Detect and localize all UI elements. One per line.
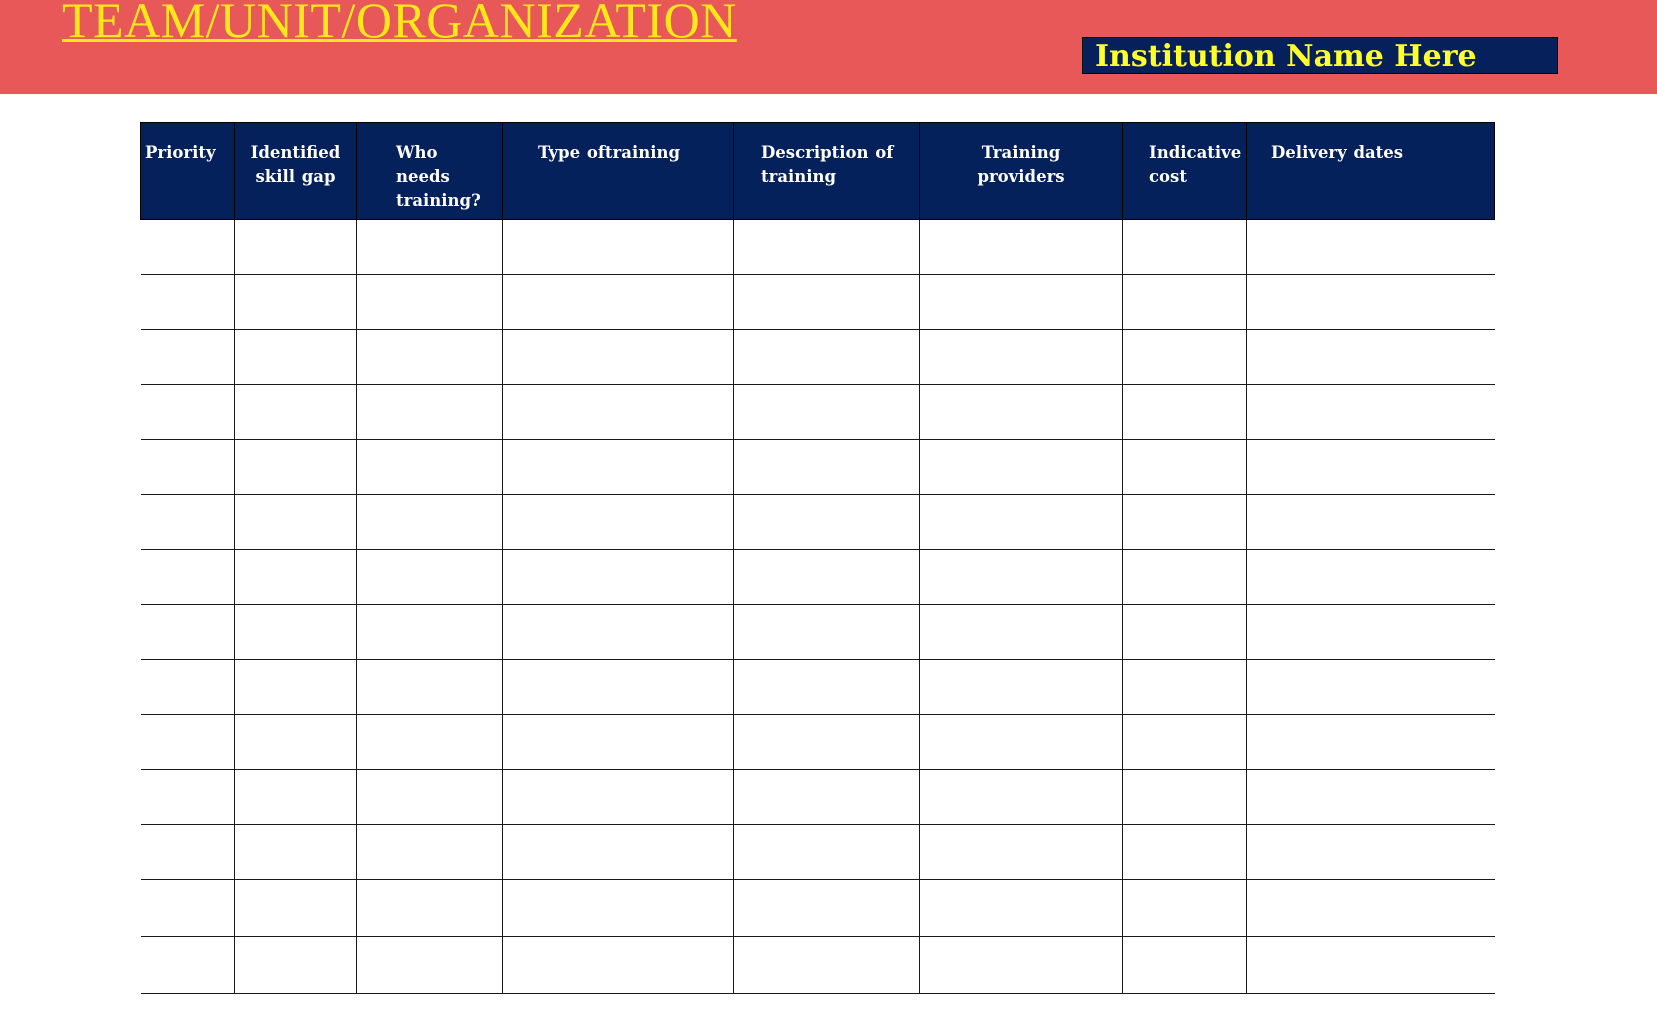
table-cell[interactable] xyxy=(734,495,920,550)
table-cell[interactable] xyxy=(1247,660,1495,715)
table-cell[interactable] xyxy=(235,275,357,330)
table-cell[interactable] xyxy=(503,330,734,385)
table-cell[interactable] xyxy=(235,880,357,937)
table-row xyxy=(141,715,1495,770)
table-cell[interactable] xyxy=(1247,495,1495,550)
table-cell[interactable] xyxy=(1123,937,1247,994)
table-cell[interactable] xyxy=(357,715,503,770)
table-row xyxy=(141,275,1495,330)
table-cell[interactable] xyxy=(734,330,920,385)
table-cell[interactable] xyxy=(141,770,235,825)
table-cell[interactable] xyxy=(141,880,235,937)
table-cell[interactable] xyxy=(357,220,503,275)
table-cell[interactable] xyxy=(1123,385,1247,440)
table-cell[interactable] xyxy=(503,770,734,825)
table-header-row xyxy=(141,123,1495,220)
table-cell[interactable] xyxy=(734,220,920,275)
table-cell[interactable] xyxy=(1247,605,1495,660)
table-cell[interactable] xyxy=(235,550,357,605)
table-cell[interactable] xyxy=(1123,275,1247,330)
table-cell[interactable] xyxy=(235,715,357,770)
table-cell[interactable] xyxy=(1247,385,1495,440)
table-cell[interactable] xyxy=(357,275,503,330)
col-header-delivery-dates: Delivery dates xyxy=(1247,123,1495,220)
table-cell[interactable] xyxy=(1247,220,1495,275)
table-cell[interactable] xyxy=(920,275,1123,330)
table-cell[interactable] xyxy=(503,275,734,330)
table-cell[interactable] xyxy=(235,937,357,994)
table-cell[interactable] xyxy=(1247,550,1495,605)
table-cell[interactable] xyxy=(920,770,1123,825)
institution-name: Institution Name Here xyxy=(1095,39,1477,74)
col-header-training-providers: Training providers xyxy=(920,123,1123,220)
table-cell[interactable] xyxy=(141,660,235,715)
table-cell[interactable] xyxy=(141,275,235,330)
table-cell[interactable] xyxy=(1123,330,1247,385)
table-cell[interactable] xyxy=(503,825,734,880)
table-cell[interactable] xyxy=(357,770,503,825)
table-row xyxy=(141,440,1495,495)
table-cell[interactable] xyxy=(357,440,503,495)
table-row xyxy=(141,605,1495,660)
table-row xyxy=(141,220,1495,275)
table-cell[interactable] xyxy=(920,715,1123,770)
table-cell[interactable] xyxy=(141,440,235,495)
table-cell[interactable] xyxy=(1247,330,1495,385)
table-cell[interactable] xyxy=(1247,937,1495,994)
table-cell[interactable] xyxy=(357,330,503,385)
table-cell[interactable] xyxy=(920,385,1123,440)
table-cell[interactable] xyxy=(357,550,503,605)
table-cell[interactable] xyxy=(235,825,357,880)
table-cell[interactable] xyxy=(1123,495,1247,550)
table-cell[interactable] xyxy=(235,330,357,385)
table-cell[interactable] xyxy=(357,937,503,994)
table-cell[interactable] xyxy=(357,605,503,660)
table-cell[interactable] xyxy=(734,275,920,330)
table-row xyxy=(141,495,1495,550)
table-row xyxy=(141,330,1495,385)
table-cell[interactable] xyxy=(141,715,235,770)
col-header-who-needs-training: Who needs training? xyxy=(357,123,503,220)
table-cell[interactable] xyxy=(503,660,734,715)
table-cell[interactable] xyxy=(1123,770,1247,825)
table-row xyxy=(141,937,1495,994)
table-cell[interactable] xyxy=(141,220,235,275)
table-cell[interactable] xyxy=(1123,605,1247,660)
table-row xyxy=(141,550,1495,605)
table-cell[interactable] xyxy=(141,550,235,605)
table-cell[interactable] xyxy=(357,825,503,880)
table-cell[interactable] xyxy=(734,880,920,937)
table-cell[interactable] xyxy=(503,937,734,994)
table-cell[interactable] xyxy=(734,550,920,605)
table-cell[interactable] xyxy=(503,385,734,440)
table-cell[interactable] xyxy=(920,605,1123,660)
table-cell[interactable] xyxy=(920,330,1123,385)
table-cell[interactable] xyxy=(503,605,734,660)
table-cell[interactable] xyxy=(734,440,920,495)
table-row xyxy=(141,825,1495,880)
table-cell[interactable] xyxy=(920,440,1123,495)
table-row xyxy=(141,660,1495,715)
institution-name-box xyxy=(1082,37,1558,74)
table-cell[interactable] xyxy=(920,660,1123,715)
table-cell[interactable] xyxy=(235,440,357,495)
table-cell[interactable] xyxy=(141,495,235,550)
table-cell[interactable] xyxy=(920,937,1123,994)
table-cell[interactable] xyxy=(734,937,920,994)
table-row xyxy=(141,770,1495,825)
table-cell[interactable] xyxy=(1247,825,1495,880)
table-cell[interactable] xyxy=(1123,550,1247,605)
table-cell[interactable] xyxy=(141,385,235,440)
table-cell[interactable] xyxy=(235,495,357,550)
table-cell[interactable] xyxy=(357,880,503,937)
table-cell[interactable] xyxy=(920,495,1123,550)
table-cell[interactable] xyxy=(1123,440,1247,495)
table-cell[interactable] xyxy=(503,440,734,495)
table-cell[interactable] xyxy=(1247,275,1495,330)
table-cell[interactable] xyxy=(1123,880,1247,937)
table-cell[interactable] xyxy=(734,770,920,825)
table-cell[interactable] xyxy=(357,660,503,715)
table-body xyxy=(141,220,1495,994)
table-cell[interactable] xyxy=(734,385,920,440)
table-cell[interactable] xyxy=(734,825,920,880)
table-cell[interactable] xyxy=(235,770,357,825)
table-cell[interactable] xyxy=(141,825,235,880)
table-cell[interactable] xyxy=(503,495,734,550)
training-plan-table xyxy=(140,122,1495,994)
table-cell[interactable] xyxy=(357,495,503,550)
table-row xyxy=(141,385,1495,440)
table-cell[interactable] xyxy=(1123,825,1247,880)
col-header-description: Description of training xyxy=(734,123,920,220)
table-cell[interactable] xyxy=(141,330,235,385)
table-cell[interactable] xyxy=(1123,660,1247,715)
table-cell[interactable] xyxy=(1247,770,1495,825)
header-banner xyxy=(0,0,1657,94)
page-title: TEAM/UNIT/ORGANIZATION xyxy=(62,0,737,48)
table-cell[interactable] xyxy=(503,880,734,937)
table-cell[interactable] xyxy=(734,715,920,770)
table-cell[interactable] xyxy=(503,550,734,605)
col-header-type-of-training: Type oftraining xyxy=(503,123,734,220)
table-cell[interactable] xyxy=(920,880,1123,937)
table-cell[interactable] xyxy=(235,220,357,275)
table-cell[interactable] xyxy=(1123,715,1247,770)
table-cell[interactable] xyxy=(920,220,1123,275)
table-cell[interactable] xyxy=(235,605,357,660)
table-cell[interactable] xyxy=(920,825,1123,880)
table-cell[interactable] xyxy=(1247,715,1495,770)
table-cell[interactable] xyxy=(235,385,357,440)
col-header-skill-gap: Identified skill gap xyxy=(235,123,357,220)
table-cell[interactable] xyxy=(503,220,734,275)
table-cell[interactable] xyxy=(141,937,235,994)
table-cell[interactable] xyxy=(235,660,357,715)
col-header-priority: Priority xyxy=(141,123,235,220)
table-cell[interactable] xyxy=(503,715,734,770)
table-cell[interactable] xyxy=(1247,880,1495,937)
table-cell[interactable] xyxy=(920,550,1123,605)
table-cell[interactable] xyxy=(734,660,920,715)
table-cell[interactable] xyxy=(1123,220,1247,275)
table-cell[interactable] xyxy=(734,605,920,660)
col-header-indicative-cost: Indicative cost xyxy=(1123,123,1247,220)
table-cell[interactable] xyxy=(141,605,235,660)
table-row xyxy=(141,880,1495,937)
table-cell[interactable] xyxy=(1247,440,1495,495)
table-cell[interactable] xyxy=(357,385,503,440)
